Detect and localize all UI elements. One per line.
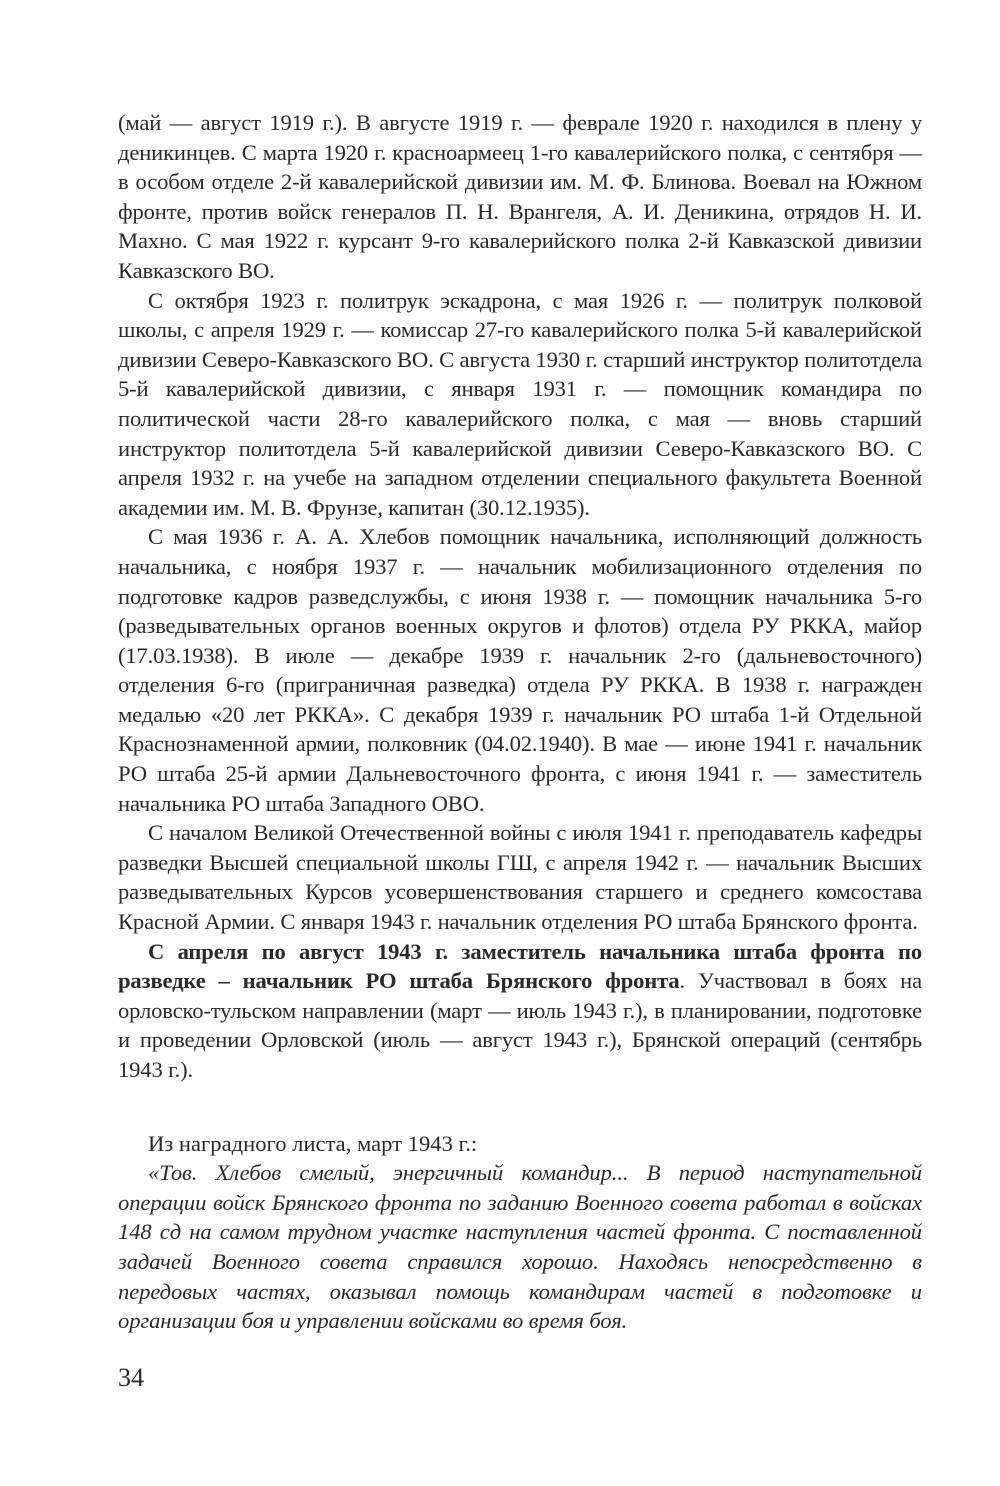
page-number: 34	[118, 1363, 144, 1392]
paragraph-4: С началом Великой Отечественной войны с июля 1941 г. преподаватель кафедры разведки Высшей специальной школы ГШ, с апреля 1942 г. — начальник Высших разведывательных Курсов усовершенствования старшего и среднего комсостава Красной Армии. С января 1943 г. начальник отделения РО штаба Брянского фронта.	[118, 820, 922, 935]
award-quote: «Тов. Хлебов смелый, энергичный командир... В период наступательной операции войск Брянского фронта по заданию Военного совета работал в войсках 148 сд на самом трудном участке наступления частей фронта. С поставленной задачей Военного совета справился хорошо. Находясь непосредственно в передовых частях, оказывал помощь командирам частей в подготовке и организации боя и управлении войсками во время боя.	[118, 1160, 922, 1334]
paragraph-2: С октября 1923 г. политрук эскадрона, с мая 1926 г. — политрук полковой школы, с апреля 1929 г. — комиссар 27-го кавалерийского полка 5-й кавалерийской дивизии Северо-Кавказского ВО. С августа 1930 г. старший инструктор политотдела 5-й кавалерийской дивизии, с января 1931 г. — помощник командира по политической части 28-го кавалерийского полка, с мая — вновь старший инструктор политотдела 5-й кавалерийской дивизии Северо-Кавказского ВО. С апреля 1932 г. на учебе на западном отделении специального факультета Военной академии им. М. В. Фрунзе, капитан (30.12.1935).	[118, 287, 922, 520]
paragraph-5-bold-lead: С апреля по август 1943 г. заместитель начальника штаба фронта по разведке – начальник РО штаба Брянского фронта	[118, 938, 922, 994]
quote-intro: Из наградного листа, март 1943 г.:	[148, 1130, 478, 1156]
paragraph-5	[118, 937, 922, 1085]
page-body	[118, 108, 922, 1336]
paragraph-1: (май — август 1919 г.). В августе 1919 г. — феврале 1920 г. находился в плену у деникинцев. С марта 1920 г. красноармеец 1-го кавалерийского полка, с сентября — в особом отделе 2-й кавалерийской дивизии им. М. Ф. Блинова. Воевал на Южном фронте, против войск генералов П. Н. Врангеля, А. И. Деникина, отрядов Н. И. Махно. С мая 1922 г. курсант 9-го кавалерийского полка 2-й Кавказской дивизии Кавказского ВО.	[118, 110, 922, 283]
section-gap	[118, 1085, 922, 1129]
paragraph-5-text: . Участвовал в боях на орловско-тульском направлении (март — июль 1943 г.), в планировании, подготовке и проведении Орловской (июль — август 1943 г.), Брянской операций (сентябрь 1943 г.).	[118, 968, 922, 1082]
paragraph-3: С мая 1936 г. А. А. Хлебов помощник начальника, исполняющий должность начальника, с ноября 1937 г. — начальник мобилизационного отделения по подготовке кадров разведслужбы, с июня 1938 г. — помощник начальника 5-го (разведывательных органов военных округов и флотов) отдела РУ РККА, майор (17.03.1938). В июле — декабре 1939 г. начальник 2-го (дальневосточного) отделения 6-го (приграничная разведка) отдела РУ РККА. В 1938 г. награжден медалью «20 лет РККА». С декабря 1939 г. начальник РО штаба 1-й Отдельной Краснознаменной армии, полковник (04.02.1940). В мае — июне 1941 г. начальник РО штаба 25-й армии Дальневосточного фронта, с июня 1941 г. — заместитель начальника РО штаба Западного ОВО.	[118, 524, 922, 816]
